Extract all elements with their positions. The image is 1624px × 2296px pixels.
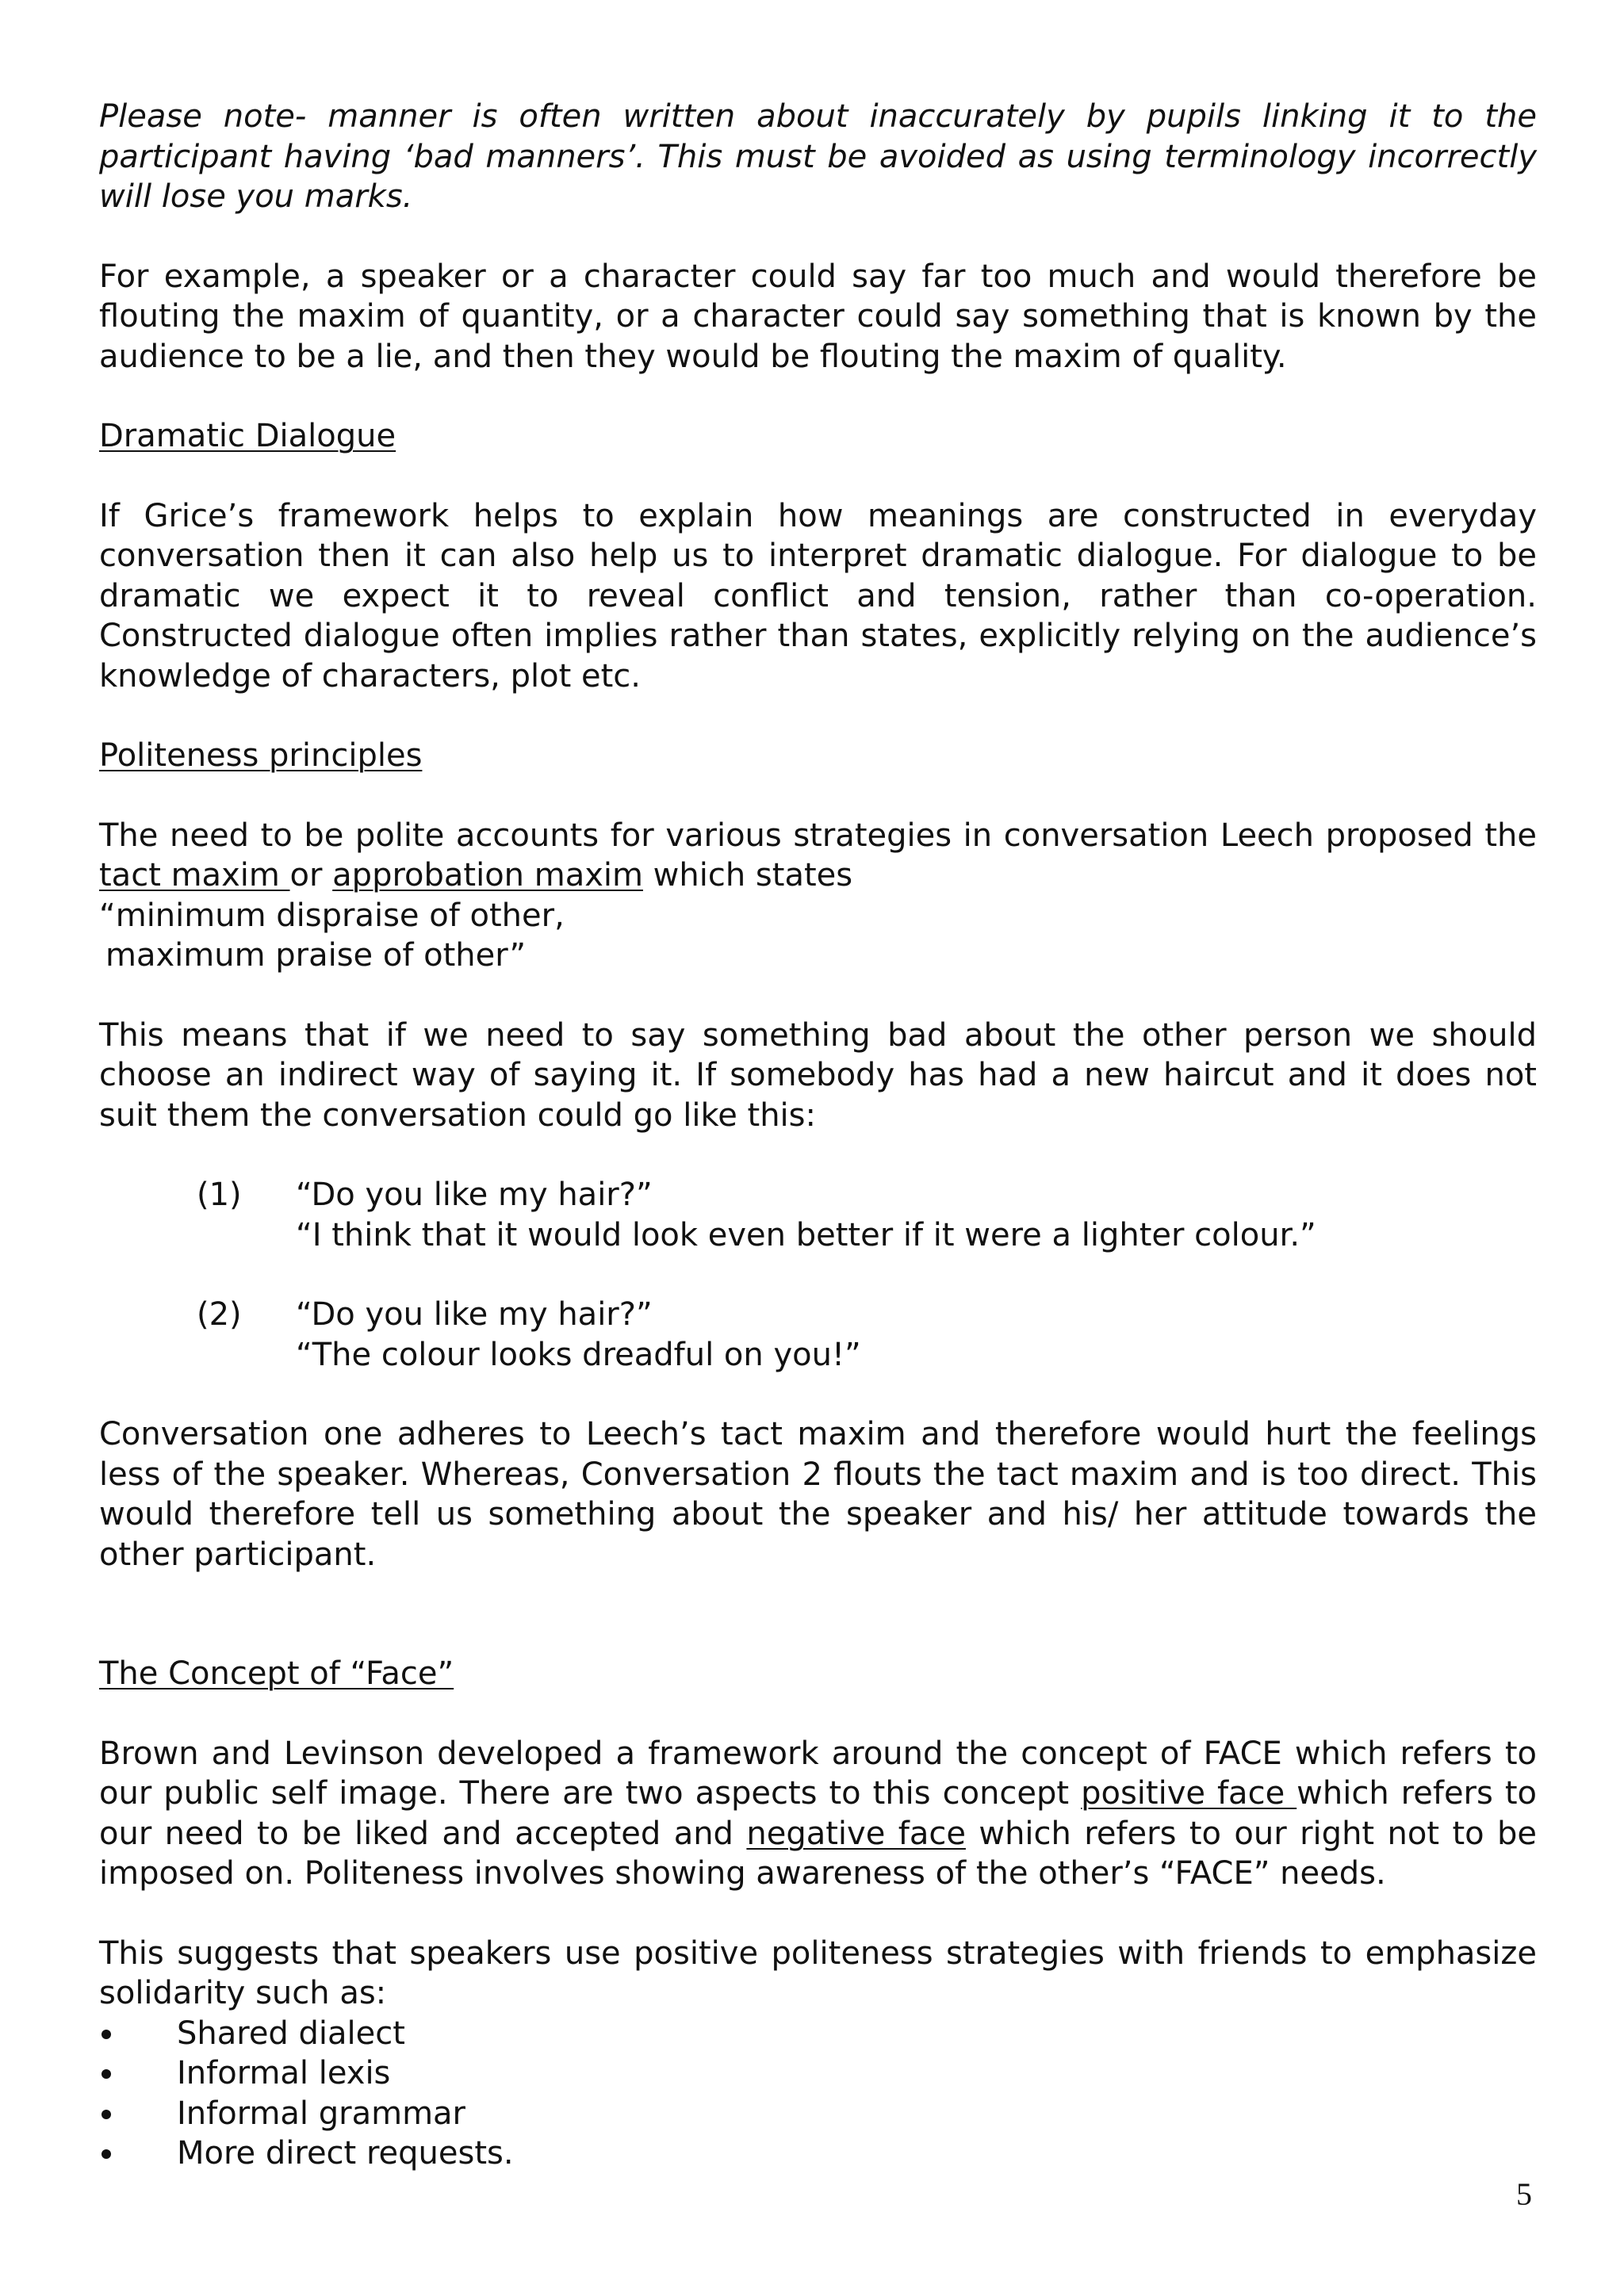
list-item-text: Shared dialect [177, 2015, 405, 2052]
document-page [99, 97, 1537, 2174]
note-paragraph: Please note- manner is often written about inaccurately by pupils linking it to the participant having ‘bad manners’. This must be avoided as using terminology incorrectly will lose you marks. [99, 98, 1537, 215]
bullet-icon [102, 2030, 111, 2039]
dramatic-dialogue-paragraph: If Grice’s framework helps to explain how meanings are constructed in everyday conversation then it can also help us to interpret dramatic dialogue. For dialogue to be dramatic we expect it to reveal conflict and tension, rather than co-operation. Constructed dialogue often implies rather than states, explicitly relying on the audience’s knowledge of characters, plot etc. [99, 497, 1537, 695]
face-paragraph [99, 1734, 1537, 1894]
face-text-start: Brown and Levinson developed a framework around the concept of FACE which refers to our public self image. There are two aspects to this concept [99, 1735, 1537, 1812]
bullet-icon [102, 2149, 111, 2159]
conversation-example-1 [99, 1175, 1537, 1255]
maxim-quote-line-2: maximum praise of other” [105, 937, 527, 974]
face-heading: The Concept of “Face” [99, 1655, 454, 1692]
maxim-quote-line-1: “minimum dispraise of other, [99, 897, 565, 934]
face-text-end: which refers to our right not to be imposed on. Politeness involves showing awareness of the other’s “FACE” needs. [99, 1815, 1538, 1892]
example-line-answer: “I think that it would look even better if it were a lighter colour.” [296, 1216, 1316, 1253]
section-spacer [99, 1614, 1537, 1654]
negative-face-term: negative face [746, 1815, 966, 1852]
list-item [99, 2133, 1537, 2174]
dramatic-dialogue-heading: Dramatic Dialogue [99, 418, 396, 454]
politeness-conclusion-paragraph: Conversation one adheres to Leech’s tact maxim and therefore would hurt the feelings less of the speaker. Whereas, Conversation 2 flouts the tact maxim and is too direct. This would therefore tell us something about the speaker and his/ her attitude towards the other participant. [99, 1416, 1537, 1573]
example-line-question: “Do you like my hair?” [296, 1296, 653, 1333]
example-number: (1) [197, 1177, 242, 1213]
example-line-question: “Do you like my hair?” [296, 1177, 653, 1213]
politeness-heading: Politeness principles [99, 737, 423, 774]
page-number: 5 [1516, 2176, 1532, 2212]
example-line-answer: “The colour looks dreadful on you!” [296, 1336, 861, 1373]
conversation-example-2 [99, 1295, 1537, 1375]
bullet-icon [102, 2110, 111, 2119]
solidarity-strategies-list [99, 2014, 1537, 2174]
list-item [99, 2053, 1537, 2094]
politeness-which-states-text: which states [642, 857, 853, 894]
tact-maxim-term: tact maxim [99, 857, 290, 894]
example-paragraph: For example, a speaker or a character could say far too much and would therefore be flouting the maxim of quantity, or a character could say something that is known by the audience to be a lie, and then they would be flouting the maxim of quality. [99, 258, 1537, 375]
approbation-maxim-term: approbation maxim [332, 857, 643, 894]
face-suggestion-paragraph: This suggests that speakers use positive politeness strategies with friends to emphasize solidarity such as: [99, 1934, 1537, 2011]
face-text-middle: which refers to our need to be liked and accepted and [99, 1775, 1537, 1852]
politeness-or-text: or [289, 857, 333, 894]
list-item-text: More direct requests. [177, 2135, 514, 2172]
list-item [99, 2094, 1537, 2134]
example-number: (2) [197, 1296, 242, 1333]
politeness-intro-paragraph [99, 816, 1537, 976]
list-item [99, 2014, 1537, 2054]
positive-face-term: positive face [1081, 1775, 1297, 1812]
list-item-text: Informal grammar [177, 2095, 465, 2132]
list-item-text: Informal lexis [177, 2055, 391, 2091]
politeness-intro-text: The need to be polite accounts for various strategies in conversation Leech proposed the [99, 817, 1537, 854]
politeness-explanation-paragraph: This means that if we need to say something bad about the other person we should choose an indirect way of saying it. If somebody has had a new haircut and it does not suit them the conversation could go like this: [99, 1016, 1537, 1134]
bullet-icon [102, 2069, 111, 2079]
